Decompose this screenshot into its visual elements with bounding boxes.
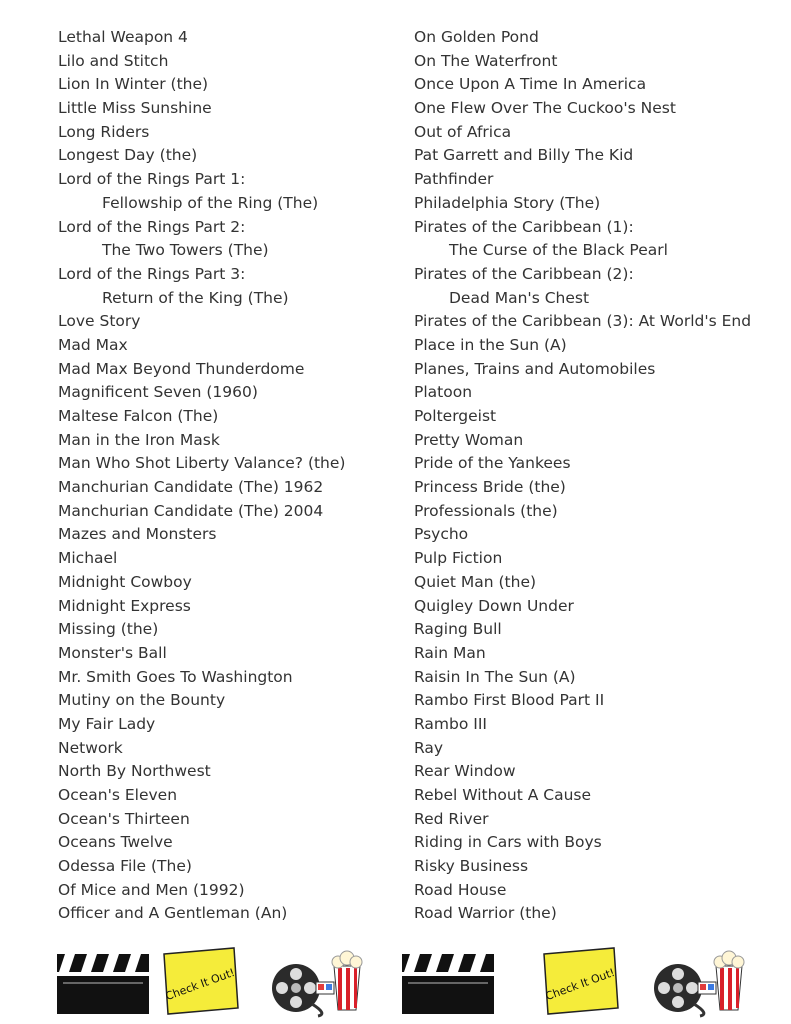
movie-title: Road Warrior (the) [414,904,557,923]
movie-title: Pat Garrett and Billy The Kid [414,146,634,165]
movie-title: North By Northwest [58,762,211,781]
movie-title: Platoon [414,383,473,402]
movie-title: My Fair Lady [58,714,156,733]
movie-title: Odessa File (The) [58,857,192,876]
movie-title: Pirates of the Caribbean (1): [414,217,634,236]
movie-title: Ocean's Eleven [58,786,178,804]
movie-title: Long Riders [58,122,150,141]
movie-title: Pulp Fiction [414,549,503,568]
movie-title: Manchurian Candidate (The) 2004 [58,501,324,520]
movie-title: Rebel Without A Cause [414,786,592,804]
movie-title: Pathfinder [414,170,494,189]
film-reel-popcorn-icon [268,948,368,1018]
movie-title: Lord of the Rings Part 2: [58,217,246,236]
clapperboard-icon [55,950,151,1016]
movie-title: Pirates of the Caribbean (2): [414,264,634,283]
movie-title: On Golden Pond [414,28,539,46]
movie-title: Man in the Iron Mask [58,430,220,449]
movie-title: Longest Day (the) [58,146,198,165]
footer-graphics [0,940,791,1020]
movie-title: Manchurian Candidate (The) 1962 [58,478,324,497]
movie-title: Raging Bull [414,620,502,639]
movie-title: Pirates of the Caribbean (3): At World's End [414,312,752,331]
movie-title: Maltese Falcon (The) [58,407,219,425]
movie-title: Lion In Winter (the) [58,75,209,94]
movie-title: Mr. Smith Goes To Washington [58,667,293,686]
movie-title: Pretty Woman [414,430,524,449]
movie-title: Lilo and Stitch [58,51,169,70]
movie-title: Risky Business [414,857,529,876]
movie-title: Monster's Ball [58,643,167,662]
movie-title: Lord of the Rings Part 3: [58,264,246,283]
movie-title: One Flew Over The Cuckoo's Nest [414,99,676,118]
movie-title: Raisin In The Sun (A) [414,667,576,686]
movie-title: Princess Bride (the) [414,478,566,497]
movie-title: Ray [414,738,444,757]
sticky-note-text: Check It Out! [163,965,237,1004]
movie-title: Lord of the Rings Part 1: [58,170,246,189]
movie-title: Little Miss Sunshine [58,99,212,118]
movie-title: Missing (the) [58,620,159,639]
sticky-note-icon [160,946,240,1016]
sticky-note-icon [540,946,620,1016]
movie-title-subtitle: Dead Man's Chest [449,288,590,307]
sticky-note-text: Check It Out! [543,965,617,1004]
movie-title: Rain Man [414,643,486,662]
movie-title: Lethal Weapon 4 [58,28,188,46]
movie-title: Planes, Trains and Automobiles [414,359,656,378]
movie-title: Road House [414,880,507,899]
movie-title-subtitle: The Two Towers (The) [102,241,269,260]
movie-title: Rambo III [414,714,487,733]
movie-title: Mazes and Monsters [58,525,217,544]
movie-title: Michael [58,549,118,568]
movie-title: Mad Max [58,335,128,354]
right-title-column [414,26,784,926]
movie-title: Rambo First Blood Part II [414,691,605,710]
clapperboard-icon [400,950,496,1016]
movie-title: Network [58,738,123,757]
movie-title: Quigley Down Under [414,596,574,615]
movie-title: Quiet Man (the) [414,572,537,591]
movie-title: Mad Max Beyond Thunderdome [58,359,305,378]
movie-title-subtitle: Fellowship of the Ring (The) [102,193,319,212]
movie-title: Philadelphia Story (The) [414,193,601,212]
movie-title: Of Mice and Men (1992) [58,880,245,899]
movie-title: Magnificent Seven (1960) [58,383,258,402]
movie-title: Place in the Sun (A) [414,335,567,354]
movie-title: Midnight Express [58,596,191,615]
movie-title: Midnight Cowboy [58,572,192,591]
film-reel-popcorn-icon [650,948,750,1018]
movie-title: Professionals (the) [414,501,558,520]
movie-title: Rear Window [414,762,516,781]
movie-title: Once Upon A Time In America [414,75,647,94]
movie-title-subtitle: Return of the King (The) [102,288,289,307]
movie-title-subtitle: The Curse of the Black Pearl [449,241,668,260]
movie-title: Psycho [414,525,469,544]
movie-title: Man Who Shot Liberty Valance? (the) [58,454,346,473]
movie-title: Poltergeist [414,407,497,425]
movie-title: Red River [414,809,489,828]
movie-title: Pride of the Yankees [414,454,571,473]
movie-title: Riding in Cars with Boys [414,833,602,852]
movie-title: Mutiny on the Bounty [58,691,226,710]
movie-title: Love Story [58,312,141,331]
movie-title: Out of Africa [414,122,512,141]
movie-title: Ocean's Thirteen [58,809,190,828]
movie-title: Officer and A Gentleman (An) [58,904,288,923]
left-title-column [58,26,388,926]
movie-title: Oceans Twelve [58,833,173,852]
movie-title: On The Waterfront [414,51,558,70]
